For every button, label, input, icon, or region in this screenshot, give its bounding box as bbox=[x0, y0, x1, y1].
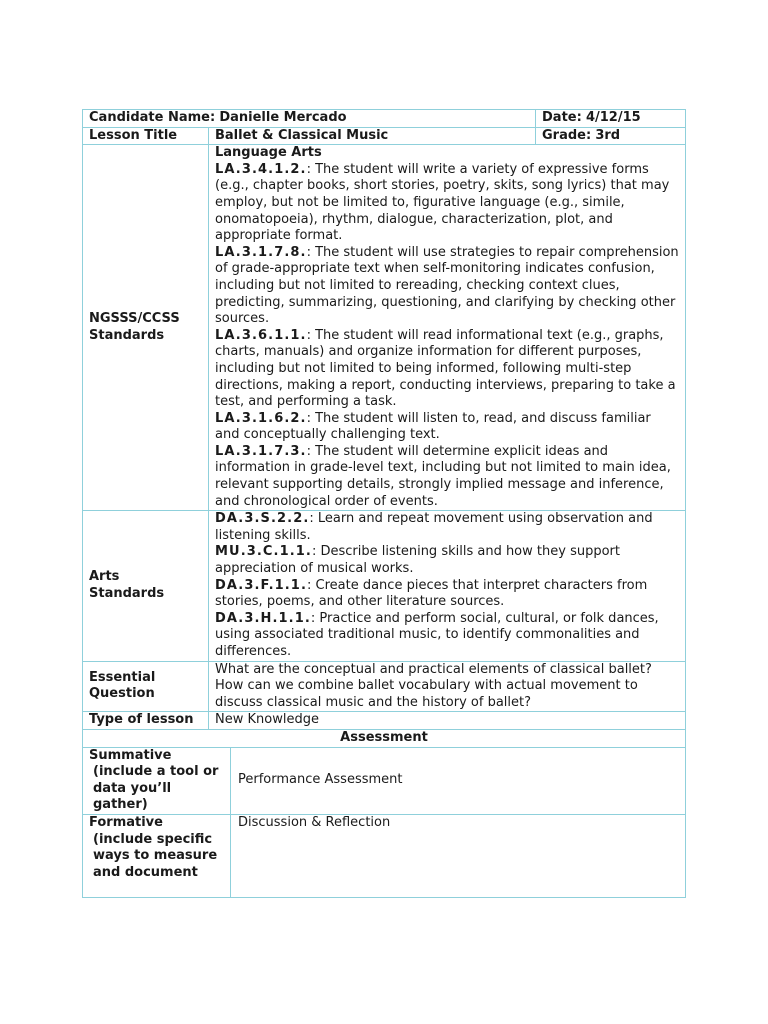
lesson-plan-document bbox=[82, 109, 685, 898]
summative-label-cell bbox=[83, 747, 231, 814]
date-label: Date: bbox=[542, 110, 582, 125]
essential-label-line2: Question bbox=[89, 686, 155, 702]
standard-text: : The student will listen to, read, and discuss familiar and conceptually challenging text. bbox=[215, 410, 651, 443]
standard-item bbox=[215, 162, 679, 245]
standard-code: DA.3.H.1.1. bbox=[215, 610, 311, 626]
standard-item bbox=[215, 611, 679, 661]
summative-label: Summative bbox=[89, 747, 172, 763]
lesson-title-label: Lesson Title bbox=[83, 127, 209, 145]
ngsss-label-line1: NGSSS/CCSS bbox=[89, 311, 180, 327]
assessment-heading-row bbox=[83, 729, 686, 747]
type-of-lesson-value: New Knowledge bbox=[209, 712, 686, 730]
lesson-plan-table bbox=[82, 109, 686, 748]
standard-text: : Practice and perform social, cultural, or folk dances, using associated traditional music, to identify commonalities and differences. bbox=[215, 610, 659, 659]
lesson-title-value: Ballet & Classical Music bbox=[209, 127, 536, 145]
standard-code: LA.3.4.1.2. bbox=[215, 161, 307, 177]
essential-question-2: How can we combine ballet vocabulary with actual movement to discuss classical music and the history of ballet? bbox=[215, 678, 638, 710]
date-value: 4/12/15 bbox=[585, 110, 641, 125]
lesson-title-row bbox=[83, 127, 686, 145]
standard-item bbox=[215, 544, 679, 577]
ngsss-standards-cell bbox=[209, 145, 686, 511]
standard-text: : The student will write a variety of expressive forms (e.g., chapter books, short stories, poetry, skits, song lyrics) that may employ, but not be limited to, figurative language (e.g., simile, onomatopoeia), rhythm, dialogue, characterization, plot, and appropriate format. bbox=[215, 161, 670, 244]
formative-label: Formative bbox=[89, 814, 163, 830]
language-arts-heading: Language Arts bbox=[215, 145, 322, 161]
formative-label-cell bbox=[83, 814, 231, 897]
summative-note: (include a tool or data you’ll gather) bbox=[93, 764, 219, 813]
standard-item bbox=[215, 444, 679, 510]
standard-code: LA.3.1.6.2. bbox=[215, 410, 307, 426]
standard-code: MU.3.C.1.1. bbox=[215, 544, 312, 560]
standard-code: LA.3.1.7.8. bbox=[215, 244, 307, 260]
standard-item bbox=[215, 411, 679, 444]
formative-note: (include specific ways to measure and document bbox=[93, 831, 218, 880]
assessment-heading: Assessment bbox=[83, 729, 686, 747]
summative-value: Performance Assessment bbox=[231, 747, 686, 814]
essential-label-line1: Essential bbox=[89, 669, 156, 685]
essential-label-cell bbox=[83, 661, 209, 712]
formative-row bbox=[83, 814, 686, 897]
grade-cell bbox=[536, 127, 686, 145]
standard-text: : The student will use strategies to repair comprehension of grade-appropriate text when self-monitoring indicates confusion, including but not limited to rereading, checking context clues, predicting, summarizing, questioning, and clarifying by checking other sources. bbox=[215, 244, 679, 327]
arts-row bbox=[83, 511, 686, 661]
ngsss-label-line2: Standards bbox=[89, 327, 165, 343]
essential-question-cell bbox=[209, 661, 686, 712]
standard-item bbox=[215, 511, 679, 544]
summative-row bbox=[83, 747, 686, 814]
standard-text: : Describe listening skills and how they support appreciation of musical works. bbox=[215, 544, 620, 577]
standard-text: : The student will read informational text (e.g., graphs, charts, manuals) and organize information for different purposes, including but not limited to being informed, following multi-step directions, making a report, conducting interviews, preparing to take a test, and performing a task. bbox=[215, 327, 676, 410]
standard-code: DA.3.F.1.1. bbox=[215, 577, 307, 593]
standard-code: DA.3.S.2.2. bbox=[215, 511, 310, 527]
standard-item bbox=[215, 328, 679, 411]
arts-standards-cell bbox=[209, 511, 686, 661]
standard-code: LA.3.1.7.3. bbox=[215, 443, 307, 459]
standard-text: : The student will determine explicit ideas and information in grade-level text, including but not limited to main idea, relevant supporting details, strongly implied message and inference, and chronological order of events. bbox=[215, 443, 671, 509]
candidate-label: Candidate Name: bbox=[89, 110, 216, 125]
standard-text: : Create dance pieces that interpret characters from stories, poems, and other literature sources. bbox=[215, 577, 648, 610]
grade-label: Grade: bbox=[542, 127, 592, 143]
candidate-row bbox=[83, 110, 686, 128]
type-of-lesson-row bbox=[83, 712, 686, 730]
essential-question-1: What are the conceptual and practical elements of classical ballet? bbox=[215, 661, 652, 677]
arts-label-cell bbox=[83, 511, 209, 661]
standard-item bbox=[215, 245, 679, 328]
ngsss-row bbox=[83, 145, 686, 511]
formative-value: Discussion & Reflection bbox=[231, 814, 686, 897]
ngsss-label-cell bbox=[83, 145, 209, 511]
standard-item bbox=[215, 578, 679, 611]
arts-label-line2: Standards bbox=[89, 585, 165, 601]
candidate-cell bbox=[83, 110, 536, 128]
grade-value: 3rd bbox=[595, 127, 621, 143]
type-of-lesson-label: Type of lesson bbox=[83, 712, 209, 730]
assessment-table bbox=[82, 747, 686, 898]
date-cell bbox=[536, 110, 686, 128]
essential-question-row bbox=[83, 661, 686, 712]
arts-label-line1: Arts bbox=[89, 569, 120, 585]
standard-code: LA.3.6.1.1. bbox=[215, 327, 307, 343]
standard-text: : Learn and repeat movement using observation and listening skills. bbox=[215, 511, 653, 543]
candidate-name: Danielle Mercado bbox=[219, 110, 347, 125]
